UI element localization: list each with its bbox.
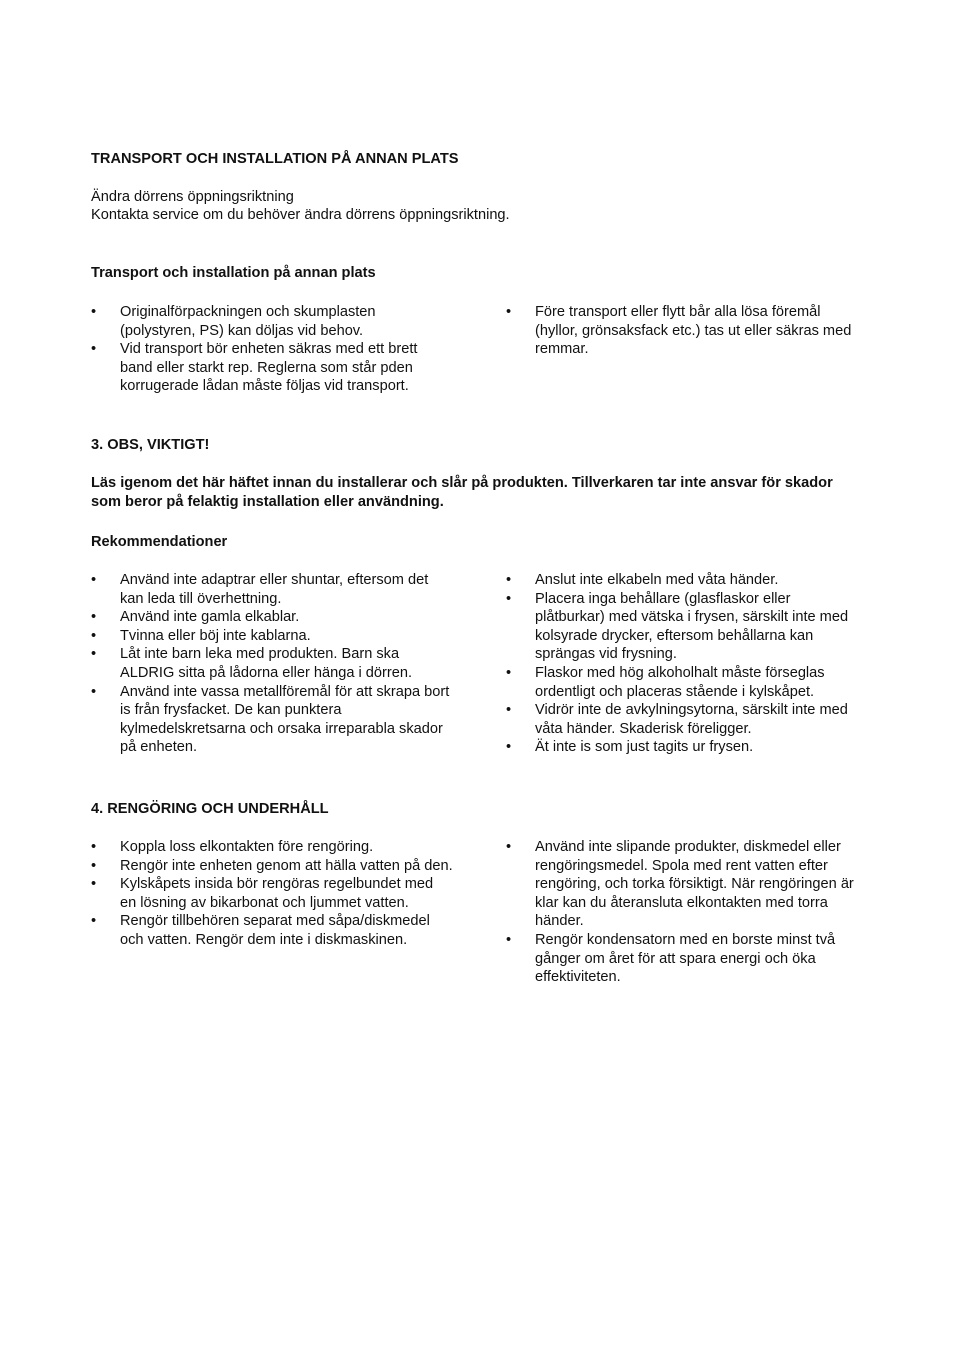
door-direction-text: Kontakta service om du behöver ändra dörrens öppningsriktning. xyxy=(91,207,510,223)
list-item xyxy=(91,627,453,646)
list-item-text: Vidrör inte de avkylningsytorna, särskilt inte med våta händer. Skaderisk föreligger. xyxy=(535,702,848,737)
recommendations-left-column xyxy=(91,571,453,757)
list-item xyxy=(506,931,858,987)
list-item-text: Rengör tillbehören separat med såpa/diskmedel och vatten. Rengör dem inte i diskmaskinen. xyxy=(120,913,430,948)
section-heading-obs: 3. OBS, VIKTIGT! xyxy=(91,437,210,453)
bullet-icon: • xyxy=(91,572,97,588)
list-item-text: Ät inte is som just tagits ur frysen. xyxy=(535,739,754,756)
bullet-icon: • xyxy=(91,646,97,663)
bullet-icon: • xyxy=(506,702,512,719)
bullet-icon: • xyxy=(506,664,512,681)
list-item-text: Originalförpackningen och skumplasten (polystyren, PS) kan döljas vid behov. xyxy=(120,304,376,339)
list-item xyxy=(91,303,453,340)
bullet-icon: • xyxy=(91,857,97,874)
transport-left-column xyxy=(91,303,453,396)
bullet-icon: • xyxy=(91,913,97,930)
transport-right-list xyxy=(506,303,858,359)
list-item xyxy=(91,571,453,608)
cleaning-left-column xyxy=(91,838,453,950)
list-item-text: Använd inte slipande produkter, diskmedel eller rengöringsmedel. Spola med rent vatten efter rengöring, och torka försiktigt. När rengöringen är klar kan du återansluta elkontakten med torra händer. xyxy=(535,839,854,930)
list-item xyxy=(506,303,858,359)
list-item xyxy=(506,738,858,757)
list-item-text: Flaskor med hög alkoholhalt måste förseglas ordentligt och placeras stående i kylskåpet. xyxy=(535,664,825,700)
bullet-icon: • xyxy=(506,739,512,756)
transport-right-column xyxy=(506,303,858,359)
transport-subheading: Transport och installation på annan plats xyxy=(91,265,376,281)
bullet-icon: • xyxy=(506,304,512,320)
cleaning-left-list xyxy=(91,838,453,950)
list-item-text: Låt inte barn leka med produkten. Barn ska ALDRIG sitta på lådorna eller hänga i dörren. xyxy=(120,646,413,681)
list-item-text: Använd inte adaptrar eller shuntar, eftersom det kan leda till överhettning. xyxy=(120,572,429,607)
list-item xyxy=(506,838,858,931)
section-heading-cleaning: 4. RENGÖRING OCH UNDERHÅLL xyxy=(91,801,329,817)
list-item xyxy=(506,590,858,664)
list-item xyxy=(91,838,453,857)
list-item-text: Rengör inte enheten genom att hälla vatten på den. xyxy=(120,857,453,874)
list-item xyxy=(506,571,858,590)
bullet-icon: • xyxy=(91,304,97,320)
bullet-icon: • xyxy=(91,609,97,626)
list-item-text: Tvinna eller böj inte kablarna. xyxy=(120,627,311,644)
list-item-text: Anslut inte elkabeln med våta händer. xyxy=(535,572,779,588)
list-item-text: Vid transport bör enheten säkras med ett brett band eller starkt rep. Reglerna som står pden korrugerade lådan måste följas vid transport. xyxy=(120,341,418,395)
bullet-icon: • xyxy=(91,839,97,855)
cleaning-right-column xyxy=(506,838,858,987)
recommendations-left-list xyxy=(91,571,453,757)
bullet-icon: • xyxy=(91,876,97,893)
list-item xyxy=(91,683,453,757)
list-item-text: Använd inte vassa metallföremål för att skrapa bort is från frysfacket. De kan punktera kylmedelskretsarna och orsaka irreparabla skador på enheten. xyxy=(120,683,450,756)
bullet-icon: • xyxy=(506,572,512,588)
document-page xyxy=(91,0,866,1351)
transport-left-list xyxy=(91,303,453,396)
bullet-icon: • xyxy=(506,931,512,948)
list-item xyxy=(506,664,858,701)
list-item-text: Före transport eller flytt bår alla lösa föremål (hyllor, grönsaksfack etc.) tas ut eller säkras med remmar. xyxy=(535,304,852,358)
list-item xyxy=(91,645,453,682)
recommendations-right-list xyxy=(506,571,858,757)
door-direction-title: Ändra dörrens öppningsriktning xyxy=(91,189,294,205)
list-item-text: Placera inga behållare (glasflaskor eller plåtburkar) med vätska i frysen, särskilt inte med kolsyrade drycker, eftersom behållarna kan sprängas vid frysning. xyxy=(535,590,849,663)
bullet-icon: • xyxy=(91,627,97,644)
list-item xyxy=(91,912,453,949)
list-item xyxy=(91,340,453,396)
list-item xyxy=(91,857,453,876)
section-heading-transport: TRANSPORT OCH INSTALLATION PÅ ANNAN PLATS xyxy=(91,151,459,167)
list-item xyxy=(506,701,858,738)
list-item-text: Rengör kondensatorn med en borste minst två gånger om året för att spara energi och öka effektiviteten. xyxy=(535,931,836,986)
list-item xyxy=(91,875,453,912)
list-item-text: Kylskåpets insida bör rengöras regelbundet med en lösning av bikarbonat och ljummet vatten. xyxy=(120,876,434,911)
warning-paragraph: Läs igenom det här häftet innan du installerar och slår på produkten. Tillverkaren tar inte ansvar för skador som beror på felaktig installation eller användning. xyxy=(91,475,833,510)
list-item-text: Koppla loss elkontakten före rengöring. xyxy=(120,839,374,855)
cleaning-right-list xyxy=(506,838,858,987)
recommendations-right-column xyxy=(506,571,858,757)
list-item xyxy=(91,608,453,627)
recommendations-subheading: Rekommendationer xyxy=(91,534,228,550)
bullet-icon: • xyxy=(91,341,97,358)
bullet-icon: • xyxy=(506,590,512,607)
bullet-icon: • xyxy=(91,683,97,700)
bullet-icon: • xyxy=(506,839,512,855)
list-item-text: Använd inte gamla elkablar. xyxy=(120,609,300,626)
